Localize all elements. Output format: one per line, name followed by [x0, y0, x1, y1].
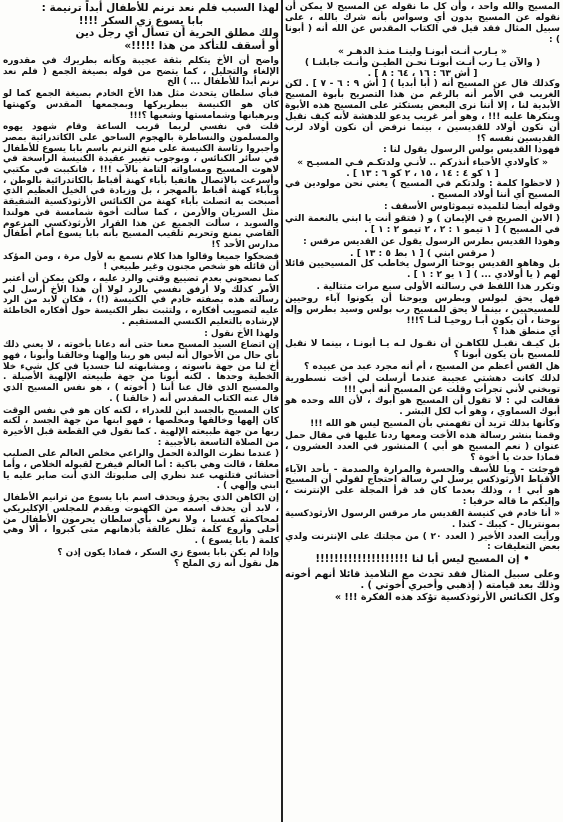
- article-paragraph: بل وهاهو القديس يوحنا الرسول يخاطب كل المسيحيين قائلا لهم ( يا أولادي ... ) [ ١ يو ٢ : ١ ] .: [285, 259, 560, 281]
- scripture-quote: « يـارب أنـت أبونـا ولينـا منـذ الدهـر »: [338, 46, 507, 58]
- closing-paragraph: وكل الكنائس الأرثوذكسية تؤكد هذه الفكرة !!! »: [334, 591, 560, 603]
- article-paragraph: إن اتضاع السيد المسيح معنا حتى أنه دعانا بأخوته ، لا يعني ذلك بأي حال من الأحوال أنه ليس هو ربنا وإلهنا وخالقنا وأبونا ، فهو أخ لنا من جهة ناسوته ، ومشابهته لنا جسديا في كل شيء خلا الخطية وحدها . لكنه أبونا من جهة طبيعته الإلهية الأصيلة . والمسيح الذي قال عنا أننا ( أخوته ) ، هو نفس المسيح الذي قال عنه الكتاب المقدس أنه ( خالقنا ) .: [3, 340, 279, 404]
- article-paragraph: المسيح والله واحد ، وأن كل ما نقوله عن المسيح لا يمكن أن نقوله عن المسيح بدون أي وسواس بأنه شرك بالله ، على سبيل المثال فقد قيل في الكتاب المقدس عن الله أنه ( أبونا ) :: [285, 2, 560, 45]
- article-paragraph: وهوذا القديس بطرس الرسول يقول عن القديس مرقس :: [303, 236, 560, 247]
- article-paragraph: وإذا لم يكن بابا يسوع زي السكر ، فماذا يكون إذن ؟: [57, 547, 279, 558]
- article-paragraph: بل كيـف نقبـل للكاهـن أن نقـول لـه يـا أبونـا ، بينما لا نقبل للمسيح بأن يكون أبونا ؟: [285, 339, 560, 361]
- article-paragraph: وقوله أيضا لتلميذه تيموثاوس الأسقف :: [383, 201, 560, 212]
- headline-line: بابا يسوع زي السكر !!!!: [78, 14, 204, 27]
- headline-line: ولك مطلق الحرية أن تسأل أي رجل دين: [75, 27, 279, 39]
- scripture-reference: [ ١ كو ٤ : ١٤ ، ١٥ ، ٢ كو ٦ : ١٣ ] .: [346, 168, 499, 180]
- article-paragraph: هل القس أعظم من المسيح ، أم أنه مجرد عبد من عبيده ؟: [304, 361, 560, 372]
- scripture-reference: [ أش ٦٣ : ١٦ ، ٦٤ : ٨ ] .: [367, 68, 478, 80]
- article-paragraph: فبأي سلطان يتحدث مثل هذا الأخ الخادم بصيغة الجمع كما لو كان هو الكنيسة ببطريركها وبمجمعها المقدس وكهنتها وبرهبانها وشمامستها وشعبها ؟!!!: [3, 89, 279, 121]
- article-paragraph: ( الابن الصريح في الإيمان ) و ( فتقو أنت يا ابني بالنعمة التي في المسيح ) [ ١ تيمو ١ : ٢ ، ٢ تيمو ٢ : ١ ] .: [285, 213, 560, 235]
- article-paragraph: واضح أن الأخ يتكلم بثقة عجيبة وكأنه بطريرك في مقدوره الإلغاء والتحليل ، كما يتضح من قوله بصيغة الجمع ( فلم نعد نرنم أبدا للأطفال ... ) الخ: [3, 56, 279, 88]
- article-paragraph: وتكرر هذا اللفظ في رسالته الأولى سبع مرات متتالية .: [316, 282, 560, 293]
- headline-line: لهذا السبب فلم نعد نرنم للأطفال أبداً ترنيمة :: [41, 2, 279, 14]
- article-paragraph: فوجئت - ويا للأسف والحسرة والمرارة والصدمة - بأحد الآباء الأقباط الأرثوذكس يرسل لي رسالة احتجاج لقولي أن المسيح هو أبي ! ، وذلك بعدما كان قد قرأ المجلة على الإنترنت ، وإليكم ما قاله حرفيا :: [285, 464, 560, 508]
- quoted-letter: ورأيت العدد الأخير ( العدد ٢٠ ) من مجلتك على الإنترنت ولدي بعض التعليقات :: [285, 531, 560, 553]
- article-paragraph: وكذلك قال عن المسيح أنه ( أبا أبديا ) [ أش ٩ : ٦ - ٧ ] . لكن الغريب في الأمر أنه بالرغم من هذا التصريح بأبوة المسيح الأبدية لنا ، إلا أننا نرى البعض يستكثر على المسيح هذه الأبوة وينكرها عليه !!! ، وهو أمر غريب يدعو للدهشة لأنه كيف نقبل أن نكون أولاد للقديسين ، بينما نرفض أن نكون أولاد لرب القديسين نفسه ؟!: [285, 79, 561, 144]
- right-column: [283, 0, 563, 822]
- prayer-quote: ( عندما نظرت الوالدة الحمل والراعي مخلص العالم على الصليب معلقا ، قالت وهي باكية : أما العالم فيفرح لقبوله الخلاص ، وأما أحشائي فتلتهب عند نظري إلى صلبوتك الذي أنت صابر عليه يا ابني وإلهي ) .: [3, 449, 279, 492]
- article-paragraph: « أنا خادم في كنيسة القديس مار مرقس الرسول الأرثوذكسية بمونتريال - كيبك - كندا .: [285, 508, 560, 530]
- left-column: [0, 0, 281, 822]
- article-paragraph: ( لاحظوا كلمة : ولدتكم في المسيح ) يعني نحن مولودين في المسيح أي أننا أولاد المسيح .: [285, 179, 560, 201]
- article-paragraph: وقمنا بنشر رسالة هذه الأخت ومعها ردنا عليها في مقال حمل عنوان ( نعم المسيح هو أبي ) المنشور في العدد العشرون ، فماذا حدث يا أخوة ؟: [285, 431, 560, 463]
- article-paragraph: كما نصحوني بعدم تضييع وقتي والرد عليه ، ولكن يمكن أن أعتبر الأمر كذلك ولا أرفق نفسي بالرد لولا أن هذا الأخ أرسل لي رسالته هذه بصفته خادم في الكنيسة (!) ، فكان لابد من الرد عليه لتصويب أفكاره ، ولتثبت نظر الكنيسة حول أفكاره الخاطئة لإرشاده بالتعليم الكنسي المستقيم .: [3, 274, 279, 327]
- article-paragraph: فقالت لي : لا تقول أن المسيح هو أبوك ، لأن الله وحده هو أبوك السماوي ، وهو أب لكل البشر .: [285, 396, 560, 418]
- closing-paragraph: وعلى سبيل المثال فقد تحدث مع التلاميذ قائلا أنهم أخوته وذلك بعد قيامته ( إذهبي وأخبري أخوتي ) .: [285, 568, 560, 592]
- article-paragraph: ولهذا الأخ نقول :: [204, 328, 279, 339]
- article-paragraph: فهوذا القديس بولس الرسول يقول لنا :: [383, 145, 560, 156]
- article-paragraph: قلت في نفسي لربما قريب الساعة وقام شهود يهوه والمسلمون والنساطرة بالهجوم الساحق على الكاتدرائية بمصر وأجبروا رئاسة الكنيسة على منع الترنم باسم بابا يسوع للأطفال في سائر الكنائس ، وبوجوب تغيير عقيدة الكنيسة الراسخة في لاهوت المسيح ومساواته التامة بالآب !!! ، فانكببت في مكتبي وأسرعت بالاتصال هاتفيا بأباء كهنة أقباط بالكاتدرائية بالوطن ، وبآباء كهنة أقباط بالمهجر ، بل وزيادة في الخيل العظيم الذي أصبحت به اتصلت بأباء كهنة من الكنائس الأرثوذكسية الشقيقة مثل السريان والأرمن ، كما سألت أخوة شمامسة في هولندا والسويد ، سألت الجميع عن هذا القرار الأرثوذكسي المزعوم القاضي بمنع وتحريم تلقيب المسيح بأنه بابا يسوع أمام أطفال مدارس الأحد ؟!: [3, 122, 279, 250]
- headline-line: أو أسقف للتأكد من هذا !!!!!»: [124, 39, 279, 52]
- headline-block: [3, 2, 279, 52]
- scripture-reference: ( مرقس ابني ) [ ١ بط ٥ : ١٣ ] .: [350, 248, 495, 260]
- article-paragraph: فضحكوا جميعا وقالوا هذا كلام نسمع به لأول مرة ، ومن المؤكد أن قائله هو شخص مجنون وغير طبيعي !: [3, 251, 279, 273]
- article-paragraph: أي منطق هذا ؟: [492, 327, 560, 338]
- article-paragraph: فهل يحق لبولس وبطرس ويوحنا أن يكونوا آباء روحيين للمسيحيين ، بينما لا يحق للمسيح رب بولس وسيد بطرس وإله يوحنا ، أن يكون أبـا روحيـا لنـا ؟!!!: [285, 293, 560, 326]
- scripture-quote: ( والآن يـا رب أنـت أبونـا نحـن الطيـن وأنـت جابلنـا ): [304, 57, 541, 69]
- article-paragraph: وكأنها بذلك تريد أن تفهمني بأن المسيح ليس هو الله !!!: [310, 419, 560, 430]
- article-paragraph: كان المسيح بالجسد ابن للعذراء ، لكنه كان هو في نفس الوقت كان إلهها وخالقها ومخلصها ، فهو ابنها من جهة الجسد ، لكنه ربها من جهة طبيعته الإلهية . كما نقول في القطعة قبل الأخيرة من الصلاة التاسعة بالأجبية :: [3, 405, 279, 448]
- scripture-quote: « كأولادي الأحباء أنذركم .. لأنـي ولدتكـم فـي المسيـح »: [297, 157, 548, 169]
- article-paragraph: لذلك كانت دهشتي عجيبة عندما أرسلت لي أخت نسطورية توبخني لأني تجرأت وقلت عن المسيح أنه أبي !!!: [285, 373, 560, 395]
- column-divider: [281, 0, 283, 822]
- article-paragraph: إن الكاهن الذي يجرؤ ويحذف اسم بابا يسوع من ترانيم الأطفال ، لابد أن يحذف اسمه من الكهنوت ويقدم للمجلس الإكليريكي لمحاكمته كنسيا ، ولا نعرف بأي سلطان يحرمون الأطفال من أحلى وأروع كلمة تظل عالقة بأذهانهم متى كبروا ، ألا وهي كلمة ( بابا يسوع ) .: [3, 493, 279, 546]
- article-paragraph: هل نقول أنه زي الملح ؟: [173, 559, 279, 570]
- highlighted-statement: • إن المسيح ليس أبا لنا !!!!!!!!!!!!!!!!!!!!: [315, 554, 530, 566]
